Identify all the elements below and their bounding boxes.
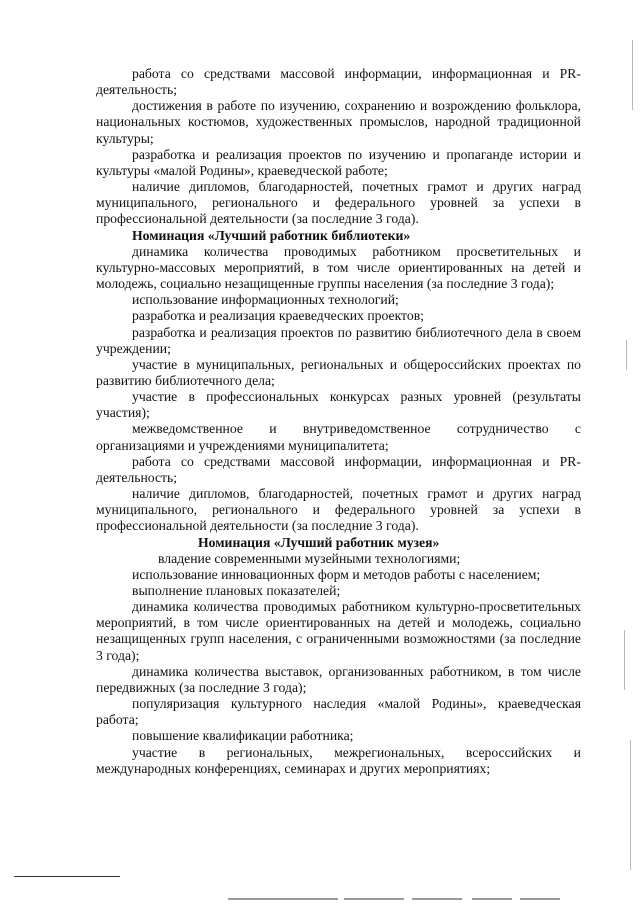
paragraph: выполнение плановых показателей; (132, 583, 341, 598)
scan-bottom-noise (472, 898, 512, 900)
paragraph: наличие дипломов, благодарностей, почетных грамот и других наград муниципального, регионального и федерального уровней за успехи в профессиональной деятельности (за последние 3 года). (96, 486, 581, 534)
paragraph: популяризация культурного наследия «малой Родины», краеведческая работа; (96, 696, 581, 728)
paragraph: владение современными музейными технологиями; (158, 550, 461, 566)
paragraph: динамика количества выставок, организованных работником, в том числе передвижных (за последние 3 года); (96, 663, 581, 695)
paragraph: межведомственное и внутриведомственное сотрудничество с организациями и учреждениями муниципалитета; (96, 421, 581, 453)
footnote-separator (14, 876, 120, 877)
scan-edge-mark (624, 630, 625, 690)
scan-edge-mark (626, 340, 627, 370)
paragraph: динамика количества проводимых работником просветительных и культурно-массовых мероприятий, в том числе ориентированных на детей и молодежь, социально незащищенные группы населения (за последние 3 года); (96, 243, 581, 292)
scan-edge-mark (632, 40, 633, 110)
paragraph: использование инновационных форм и методов работы с населением; (132, 566, 541, 582)
paragraph: динамика количества проводимых работником культурно-просветительных мероприятий, в том числе ориентированных на детей и молодежь, социально незащищенных групп населения, с ограниченными возможностями (за последние 3 года); (96, 599, 581, 663)
section-heading: Номинация «Лучший работник музея» (198, 534, 440, 550)
scan-edge-mark (630, 740, 631, 870)
scan-bottom-noise (520, 898, 560, 900)
paragraph: достижения в работе по изучению, сохранению и возрождению фольклора, национальных костюмов, художественных промыслов, народной традиционной культуры; (96, 98, 581, 146)
paragraph: наличие дипломов, благодарностей, почетных грамот и других наград муниципального, регионального и федерального уровней за успехи в профессиональной деятельности (за последние 3 года). (96, 179, 581, 227)
paragraph: работа со средствами массовой информации, информационная и PR-деятельность; (96, 453, 581, 485)
paragraph: работа со средствами массовой информации, информационная и PR-деятельность; (96, 66, 581, 98)
paragraph: повышение квалификации работника; (132, 728, 354, 744)
paragraph: участие в региональных, межрегиональных, всероссийских и международных конференциях, семинарах и других мероприятиях; (96, 744, 581, 776)
paragraph: участие в профессиональных конкурсах разных уровней (результаты участия); (96, 389, 581, 421)
paragraph: разработка и реализация проектов по развитию библиотечного дела в своем учреждении; (96, 324, 581, 356)
scan-bottom-noise (344, 898, 404, 900)
scan-bottom-noise (412, 898, 462, 900)
paragraph: разработка и реализация краеведческих проектов; (132, 308, 424, 324)
paragraph: использование информационных технологий; (132, 292, 399, 308)
scan-bottom-noise (228, 898, 338, 900)
paragraph: участие в муниципальных, региональных и общероссийских проектах по развитию библиотечного дела; (96, 356, 581, 388)
paragraph: разработка и реализация проектов по изучению и пропаганде истории и культуры «малой Родины», краеведческой работе; (96, 146, 581, 178)
section-heading: Номинация «Лучший работник библиотеки» (132, 227, 411, 243)
document-body (96, 66, 581, 777)
